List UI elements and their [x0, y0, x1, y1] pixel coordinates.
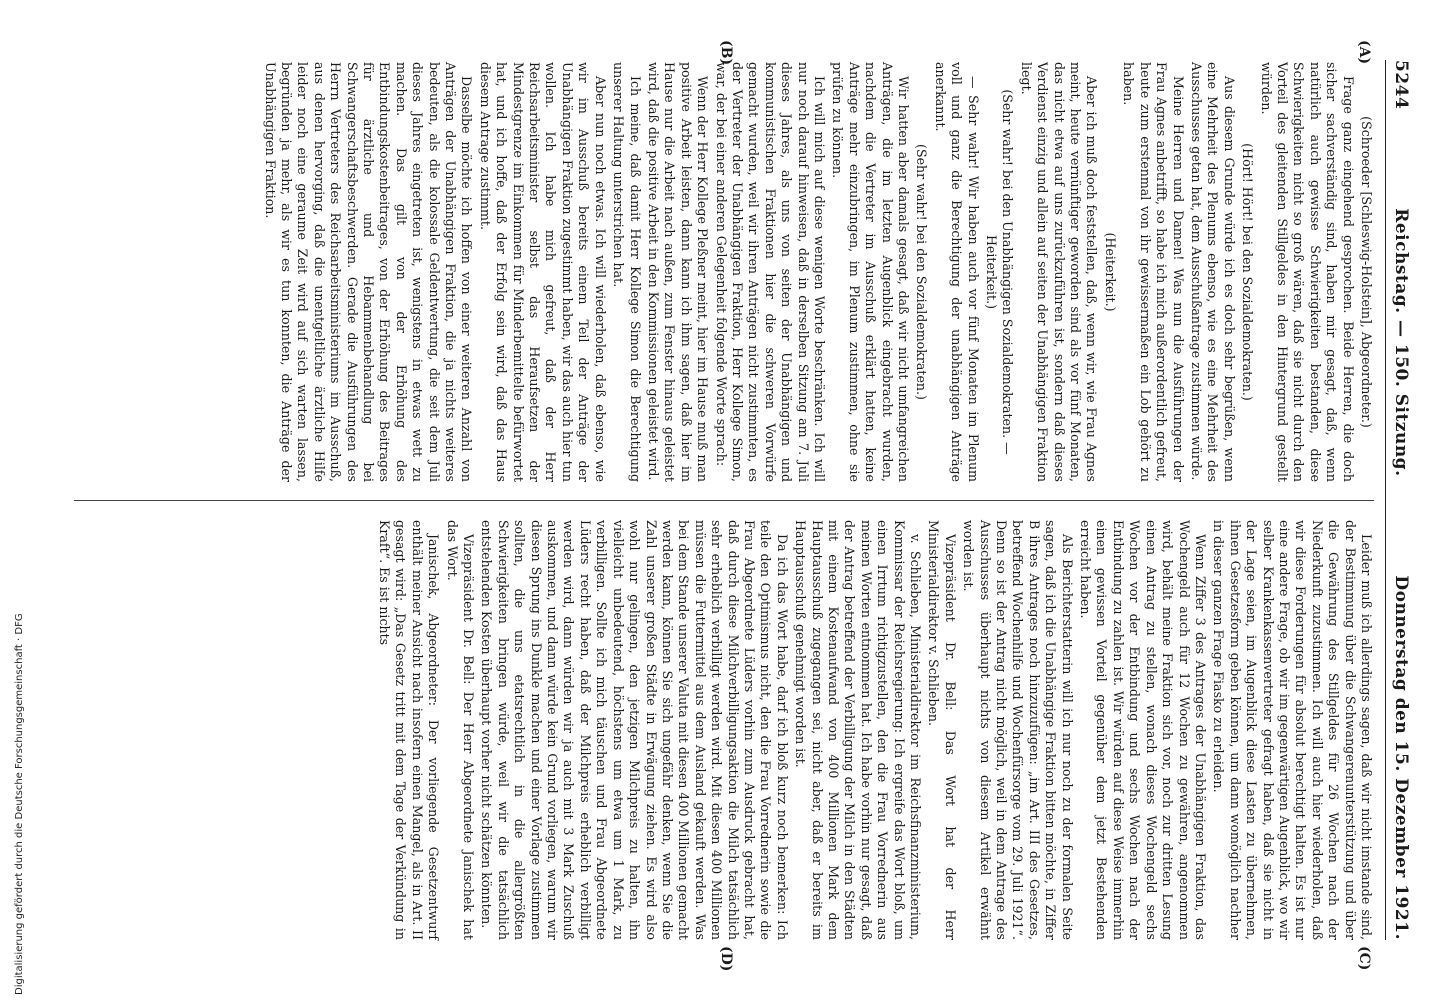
right-column-paragraph: Als Berichterstatterin will ich nur noch zu der formalen Seite sagen, daß ich die Unabhängige Fraktion bitten möchte, in Ziffer B ihres Antrages noch hinzuzufügen: „im Art. III des Gesetzes, betreffend Wochenhilfe und Wochenfürsorge vom 29. Juli 1921“. Denn so ist der Antrag nicht möglich, weil in dem Antrage des Ausschusses überhaupt nichts von diesem Artikel erwähnt worden ist. — [961, 520, 1075, 940]
left-column-paragraph: (Schroeder [Schleswig-Holstein], Abgeordneter.) — [1359, 116, 1374, 428]
left-column-paragraph: Ich meine, daß damit Herr Kollege Simon die Berechtigung unserer Haltung unterstrichen hat. — [611, 62, 643, 482]
left-column-paragraph: (Sehr wahr! bei den Unabhängigen Sozialdemokraten. — Heiterkeit.) — [984, 89, 1016, 455]
column-divider — [74, 500, 1374, 501]
session-title: Reichstag. — 150. Sitzung. — [1391, 208, 1411, 477]
left-column-paragraph: Aber ich muß doch feststellen, daß, wenn wir, wie Frau Agnes meint, heute vernünftiger geworden sind als vor fünf Monaten, das nicht etwa auf uns zurückzuführen ist, sondern daß dieses Verdienst einzig und allein auf seiten der Unabhängigen Fraktion liegt. — [1018, 62, 1100, 482]
footer-strip — [0, 0, 25, 1000]
margin-marker-b: (B) — [718, 40, 734, 66]
left-column-paragraph: Meine Herren und Damen! Was nun die Ausführungen der Frau Agnes anbetrifft, so habe ich mich außerordentlich gefreut, heute zum erstenmal von ihr gewissermaßen ein Lob gehört zu haben. — [1121, 62, 1186, 482]
session-date: Donnerstag den 15. Dezember 1921. — [1391, 575, 1411, 940]
right-column-paragraph: Vizepräsident Dr. Bell: Das Wort hat der Herr Ministerialdirektor v. Schlieben. — [926, 520, 958, 940]
right-column-paragraph: Vizepräsident Dr. Bell: Der Herr Abgeordnete Janischek hat das Wort. — [444, 520, 477, 940]
left-column-paragraph: Aber nun noch etwas. Ich will wiederholen, daß ebenso, wie wir im Ausschuß bereits einem Teil der Anträge der Unabhängigen Fraktion zugestimmt haben, wir das auch hier tun wollen. Ich habe mich gefreut, daß der Herr Reichsarbeitsminister selbst das Heraufsetzen der Mindestgrenze im Einkommen für Minderbemittelte befürwortet hat, und ich hoffe, daß der Erfolg sein wird, daß das Haus diesem Antrage zustimmt. — [477, 62, 608, 482]
right-column-paragraph: Janischek, Abgeordneter: Der vorliegende Gesetzentwurf enthält meiner Ansicht nach insofern einen Mangel, als in Art. II gesagt wird: „Das Gesetz tritt mit dem Tage der Verkündung in Kraft“. Es ist nichts — [377, 520, 442, 940]
right-column — [374, 520, 1374, 940]
right-column-paragraph: Leider muß ich allerdings sagen, daß wir nicht imstande sind, der Bestimmung über die Schwangerenunterstützung und über die Gewährung des Stillgeldes für 26 Wochen nach der Niederkunft zuzustimmen. Ich will auch hier wiederholen, daß wir diese Forderungen für absolut berechtigt halten. Es ist nur eine andere Frage, ob wir im gegenwärtigen Augenblick, wo wir selber Krankenkassenvertreter gefragt haben, daß sie nicht in der Lage seien, im Augenblick diese Lasten zu übernehmen, ihnen Gesetzesform geben können, um dann womöglich nachher in dieser ganzen Frage Fiasko zu erleiden. — [1211, 520, 1374, 940]
left-column-paragraph: Ich will mich auf diese wenigen Worte beschränken. Ich will nur noch darauf hinweisen, daß in derselben Sitzung am 7. Juli dieses Jahres, als uns von seiten der Unabhängigen und kommunistischen Fraktionen hier die schweren Vorwürfe gemacht wurden, weil wir ihren Anträgen nicht zustimmten, es der Vertreter der Unabhängigen Fraktion, Herr Kollege Simon, war, der bei einer anderen Gelegenheit folgende Worte sprach: — [713, 62, 827, 482]
dfg-footer-note: Digitalisierung gefördert durch die Deutsche Forschungsgemeinschaft · DFG — [14, 613, 25, 995]
left-column-paragraph: (Heiterkeit.) — [1102, 232, 1118, 312]
left-column-paragraph: Dasselbe möchte ich hoffen von einer weiteren Anzahl von Anträgen der Unabhängigen Fraktion, die ja nichts weiteres bedeuten, als die kolossale Geldentwertung, die seit dem Juli dieses Jahres eingetreten ist, wenigstens in etwas wett zu machen. Das gilt von der Erhöhung des Entbindungskostenbeitrages, von der Erhöhung des Beitrages für ärztliche und Hebammenbehandlung bei Schwangerschaftsbeschwerden. Gerade die Ausführungen des Herrn Vertreters des Reichsarbeitsministeriums im Ausschuß, aus denen hervorging, daß die unentgeltliche ärztliche Hilfe leider noch eine geraume Zeit wird auf sich warten lassen, begründen ja mehr, als wir es tun konnten, die Anträge der Unabhängigen Fraktion. — [262, 62, 475, 482]
left-column-paragraph: (Hört! Hört! bei den Sozialdemokraten.) — [1240, 143, 1256, 401]
margin-marker-a: (A) — [1356, 40, 1372, 65]
left-column-paragraph: Wir hatten aber damals gesagt, daß wir nicht umfangreichen Anträgen, die im letzten Augenblick eingebracht wurden, nachdem die Vertreter im Ausschuß erklärt hatten, keine Anträge mehr einzubringen, im Plenum zustimmen, ohne sie prüfen zu können. — [830, 62, 912, 482]
right-column-paragraph: v. Schlieben, Ministerialdirektor im Reichsfinanzministerium, Kommissar der Reichsregierung: Ich ergreife das Wort bloß, um einen Irrtum richtigzustellen, den die Frau Vorrednerin aus meinen Worten entnommen hat. Ich habe vorhin nur gesagt, daß der Antrag betreffend der Verbilligung der Milch in den Städten mit einem Kostenaufwand von 400 Millionen Mark dem Hauptausschuß zugegangen sei, nicht aber, daß er bereits im Hauptausschuß genehmigt worden ist. — [793, 520, 924, 940]
left-column-paragraph: — Sehr wahr! Wir haben auch vor fünf Monaten im Plenum voll und ganz die Berechtigung der unabhängigen Anträge anerkannt. — [932, 62, 981, 482]
margin-marker-c: (C) — [1356, 946, 1372, 971]
page-number: 5244 — [1391, 60, 1411, 110]
page-header — [1385, 60, 1416, 940]
right-column-paragraph: Da ich das Wort habe, darf ich bloß kurz noch bemerken: Ich teile den Optimismus nicht, den die Frau Vorrednerin sowie die Frau Abgeordnete Lüders vorhin zum Ausdruck gebracht hat, daß durch diese Milchverbilligungsaktion die Milch tatsächlich sehr erheblich verbilligt werden wird. Mit diesen 400 Millionen müssen die Futtermittel aus dem Ausland gekauft werden. Was bei dem Stande unserer Valuta mit diesen 400 Millionen gemacht werden kann, können Sie sich ungefähr denken, wenn Sie die Zahl unserer großen Städte in Erwägung ziehen. Es wird also wohl nur gelingen, den jetzigen Milchpreis zu halten, ihn vielleicht unbedeutend, höchstens um etwa um 1 Mark, zu verbilligen. Sollte ich mich täuschen und Frau Abgeordnete Lüders recht haben, daß der Milchpreis erheblich verbilligt werden wird, dann würden wir ja auch mit 3 Mark Zuschuß auskommen, und dann würde kein Grund vorliegen, warum wir diesen Sprung ins Dunkle machen und einer Vorlage zustimmen sollten, die uns etatsrechtlich in die allergrößten Schwierigkeiten bringen würde, weil wir die tatsächlich entstehenden Kosten überhaupt vorher nicht schätzen könnten. — [479, 520, 790, 940]
left-column-paragraph: Wenn der Herr Kollege Pleßner meint, hier im Hause muß man positive Arbeit leisten, dann kann ich ihm sagen, daß hier im Hause nur die Arbeit nach außen, zum Fenster hinaus geleistet wird, daß die positive Arbeit in den Kommissionen geleistet wird. — [645, 62, 711, 482]
margin-marker-d: (D) — [718, 946, 734, 972]
left-column-paragraph: (Sehr wahr! bei den Sozialdemokraten.) — [914, 144, 930, 400]
left-column-paragraph: Aus diesem Grunde würde ich es doch sehr begrüßen, wenn eine Mehrheit des Plenums ebenso, wie es eine Mehrheit des Ausschusses getan hat, dem Ausschußantrage zustimmen würde. — [1188, 62, 1237, 482]
right-column-paragraph: Wenn Ziffer 3 des Antrages der Unabhängigen Fraktion, das Wochengeld auch für 12 Wochen zu gewähren, angenommen wird, behält meine Fraktion sich vor, noch zur dritten Lesung einen Antrag zu stellen, wonach dieses Wochengeld sechs Wochen vor der Entbindung und sechs Wochen nach der Entbindung zu zahlen ist. Wir würden auf diese Weise immerhin einen gewissen Vorteil gegenüber dem jetzt Bestehenden erreicht haben. — [1078, 520, 1208, 940]
left-column-paragraph: Frage ganz eingehend gesprochen. Beide Herren, die doch sicher sachverständig sind, haben mir gesagt, daß, wenn natürlich auch gewisse Schwierigkeiten bestanden, diese Schwierigkeiten nicht so groß wären, daß sie nicht durch den Vorteil des gleitenden Stillgeldes in den Hintergrund gestellt würden. — [1258, 62, 1356, 482]
left-column — [259, 62, 1374, 482]
